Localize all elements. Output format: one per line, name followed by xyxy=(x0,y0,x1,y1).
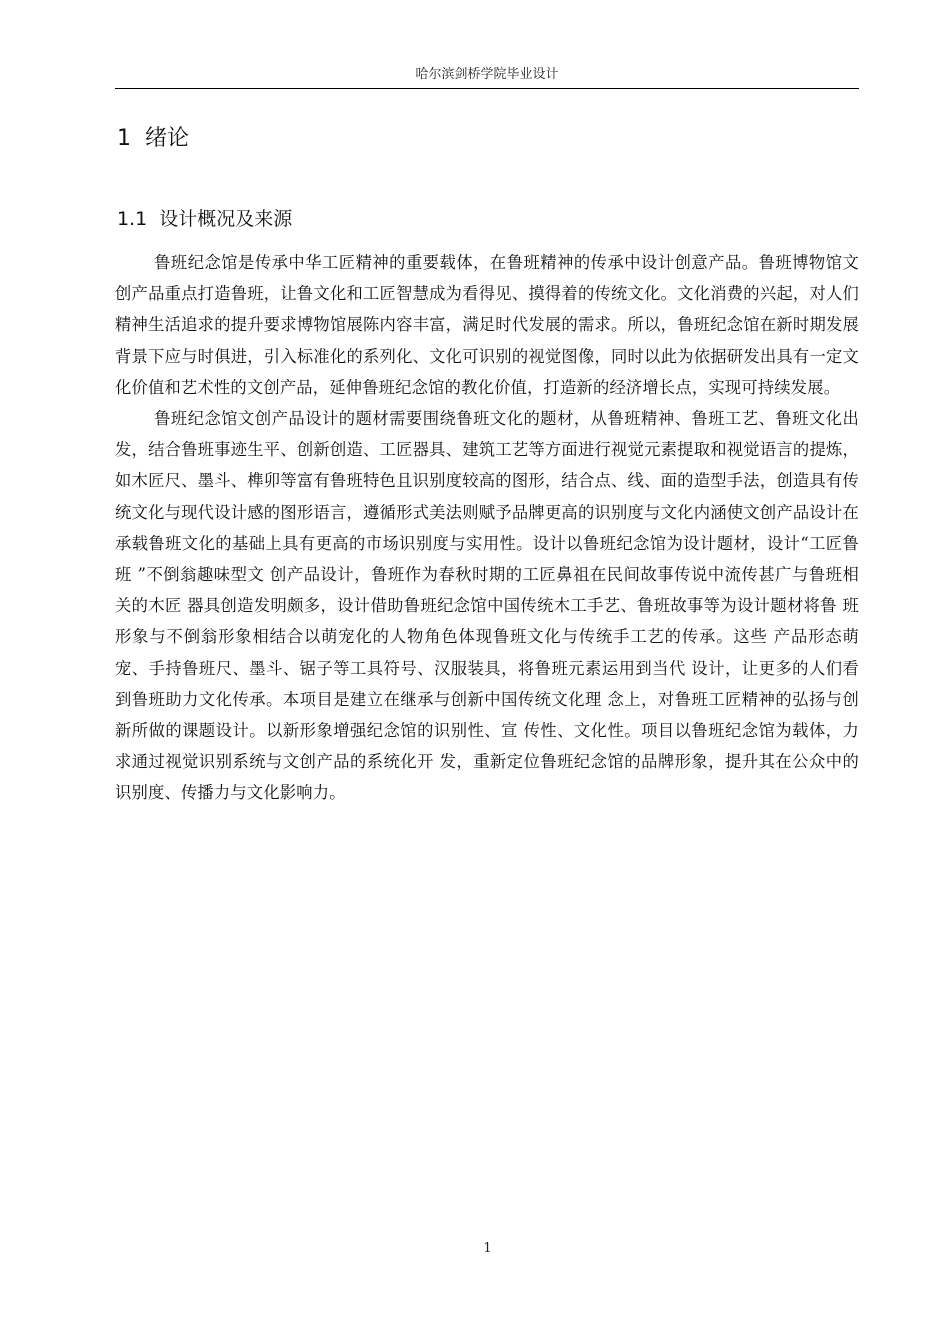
paragraph: 鲁班纪念馆文创产品设计的题材需要围绕鲁班文化的题材，从鲁班精神、鲁班工艺、鲁班文化出发，结合鲁班事迹生平、创新创造、工匠器具、建筑工艺等方面进行视觉元素提取和视觉语言的提炼，如木匠尺、墨斗、榫卯等富有鲁班特色且识别度较高的图形，结合点、线、面的造型手法，创造具有传统文化与现代设计感的图形语言，遵循形式美法则赋予品牌更高的识别度与文化内涵使文创产品设计在承载鲁班文化的基础上具有更高的市场识别度与实用性。设计以鲁班纪念馆为设计题材，设计“工匠鲁班 ”不倒翁趣味型文 创产品设计，鲁班作为春秋时期的工匠鼻祖在民间故事传说中流传甚广与鲁班相关的木匠 器具创造发明颇多，设计借助鲁班纪念馆中国传统木工手艺、鲁班故事等为设计题材将鲁 班形象与不倒翁形象相结合以萌宠化的人物角色体现鲁班文化与传统手工艺的传承。这些 产品形态萌宠、手持鲁班尺、墨斗、锯子等工具符号、汉服装具，将鲁班元素运用到当代 设计，让更多的人们看到鲁班助力文化传承。本项目是建立在继承与创新中国传统文化理 念上，对鲁班工匠精神的弘扬与创新所做的课题设计。以新形象增强纪念馆的识别性、宣 传性、文化性。项目以鲁班纪念馆为载体，力求通过视觉识别系统与文创产品的系统化开 发，重新定位鲁班纪念馆的品牌形象，提升其在公众中的识别度、传播力与文化影响力。 xyxy=(115,409,859,803)
body-text xyxy=(115,247,859,809)
page-number: 1 xyxy=(483,1241,492,1256)
chapter-heading: 1 绪论 xyxy=(117,126,189,151)
running-header: 哈尔滨剑桥学院毕业设计 xyxy=(415,67,559,82)
header-divider xyxy=(115,88,859,89)
paragraph: 鲁班纪念馆是传承中华工匠精神的重要载体，在鲁班精神的传承中设计创意产品。鲁班博物馆文创产品重点打造鲁班，让鲁文化和工匠智慧成为看得见、摸得着的传统文化。文化消费的兴起，对人们精神生活追求的提升要求博物馆展陈内容丰富，满足时代发展的需求。所以，鲁班纪念馆在新时期发展背景下应与时俱进，引入标准化的系列化、文化可识别的视觉图像，同时以此为依据研发出具有一定文化价值和艺术性的文创产品，延伸鲁班纪念馆的教化价值，打造新的经济增长点，实现可持续发展。 xyxy=(115,253,859,397)
section-heading: 1.1 设计概况及来源 xyxy=(117,208,293,230)
